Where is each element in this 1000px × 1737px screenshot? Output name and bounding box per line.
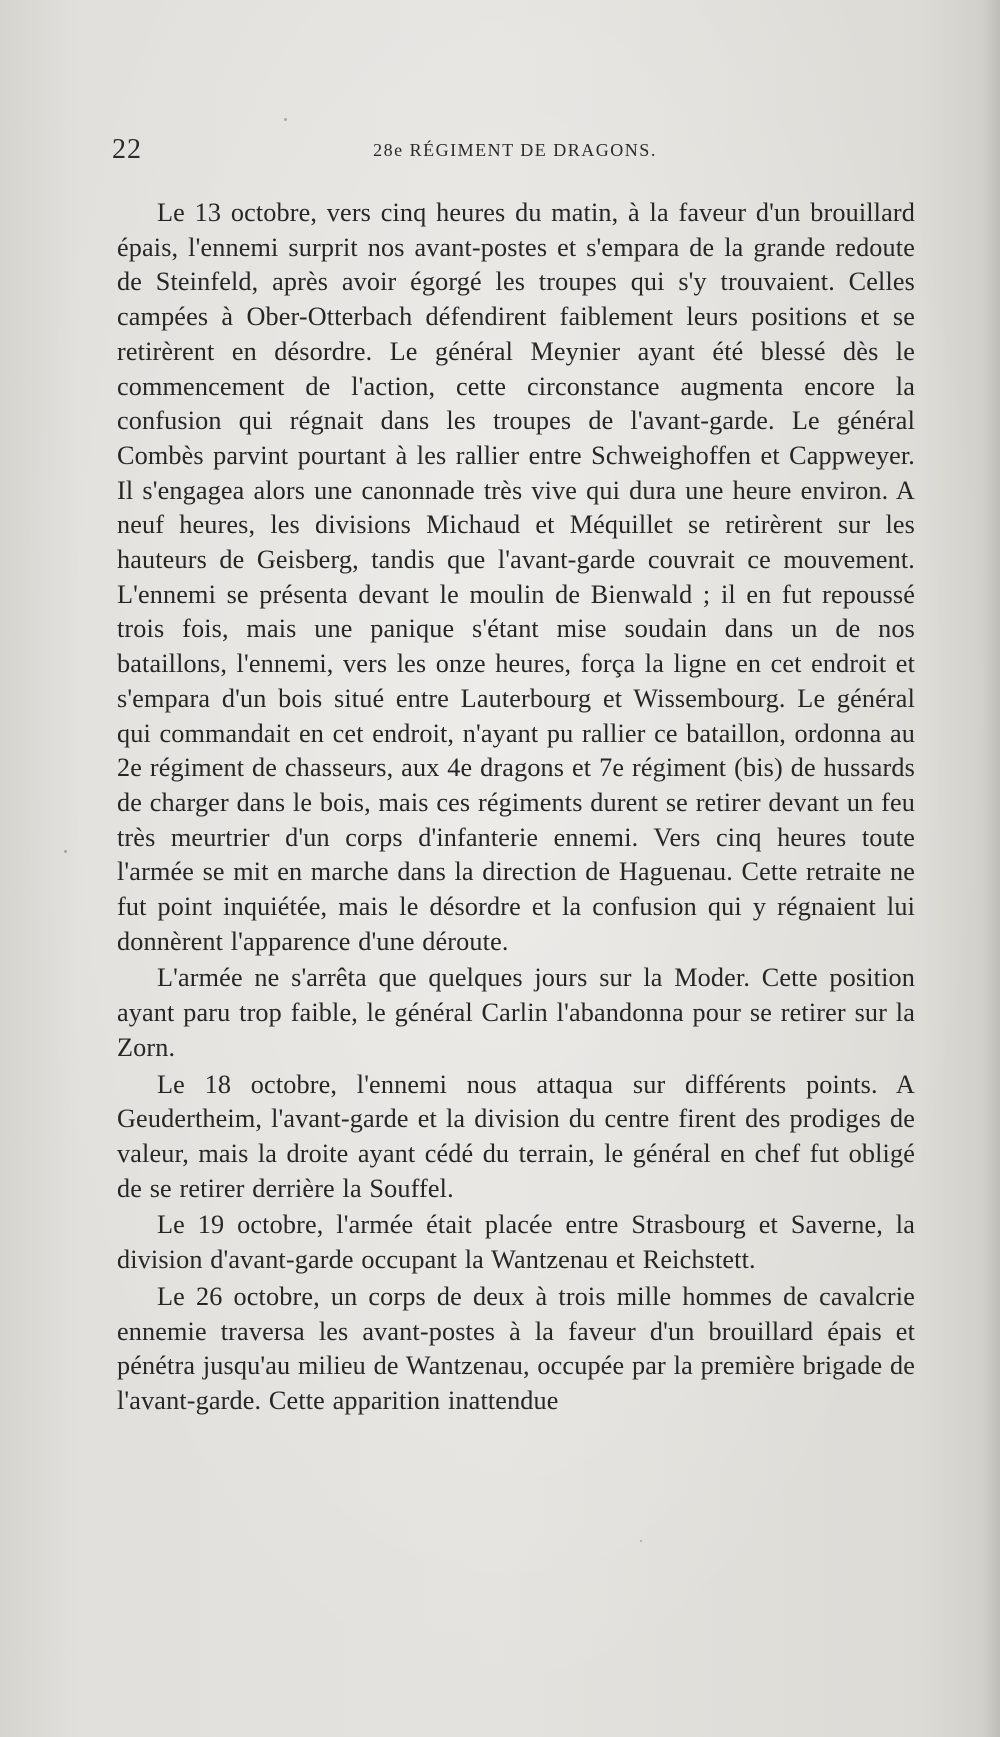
running-head: 28e RÉGIMENT DE DRAGONS. — [373, 140, 657, 160]
paper-speck — [640, 1540, 642, 1542]
paper-speck — [284, 118, 287, 121]
page-number: 22 — [112, 134, 142, 165]
paragraph: Le 13 octobre, vers cinq heures du matin, à la faveur d'un brouillard épais, l'ennemi surprit nos avant-postes et s'empara de la grande redoute de Steinfeld, après avoir égorgé les troupes qui s'y trouvaient. Celles campées à Ober-Otterbach défendirent faiblement leurs positions et se retirèrent en désordre. Le général Meynier ayant été blessé dès le commencement de l'action, cette circonstance augmenta encore la confusion qui régnait dans les troupes de l'avant-garde. Le général Combès parvint pourtant à les rallier entre Schweighoffen et Cappweyer. Il s'engagea alors une canonnade très vive qui dura une heure environ. A neuf heures, les divisions Michaud et Méquillet se retirèrent sur les hauteurs de Geisberg, tandis que l'avant-garde couvrait ce mouvement. L'ennemi se présenta devant le moulin de Bienwald ; il en fut repoussé trois fois, mais une panique s'étant mise soudain dans un de nos bataillons, l'ennemi, vers les onze heures, força la ligne en cet endroit et s'empara d'un bois situé entre Lauterbourg et Wissembourg. Le général qui commandait en cet endroit, n'ayant pu rallier ce bataillon, ordonna au 2e régiment de chasseurs, aux 4e dragons et 7e régiment (bis) de hussards de charger dans le bois, mais ces régiments durent se retirer devant un feu très meurtrier d'un corps d'infanterie ennemi. Vers cinq heures toute l'armée se mit en marche dans la direction de Haguenau. Cette retraite ne fut point inquiétée, mais le désordre et la confusion qui y régnaient lui donnèrent l'apparence d'une déroute. — [117, 198, 915, 956]
paragraph: Le 18 octobre, l'ennemi nous attaqua sur différents points. A Geudertheim, l'avant-garde et la division du centre firent des prodiges de valeur, mais la droite ayant cédé du terrain, le général en chef fut obligé de se retirer derrière la Souffel. — [117, 1069, 915, 1203]
paragraph: Le 19 octobre, l'armée était placée entre Strasbourg et Saverne, la division d'avant-garde occupant la Wantzenau et Reichstett. — [117, 1210, 915, 1275]
body-text — [117, 196, 915, 1419]
paper-speck — [64, 850, 67, 853]
paragraph: L'armée ne s'arrêta que quelques jours sur la Moder. Cette position ayant paru trop faible, le général Carlin l'abandonna pour se retirer sur la Zorn. — [117, 963, 915, 1062]
paragraph: Le 26 octobre, un corps de deux à trois mille hommes de cavalcrie ennemie traversa les avant-postes à la faveur d'un brouillard épais et pénétra jusqu'au milieu de Wantzenau, occupée par la première brigade de l'avant-garde. Cette apparition inattendue — [117, 1281, 915, 1415]
page-header — [112, 134, 918, 168]
